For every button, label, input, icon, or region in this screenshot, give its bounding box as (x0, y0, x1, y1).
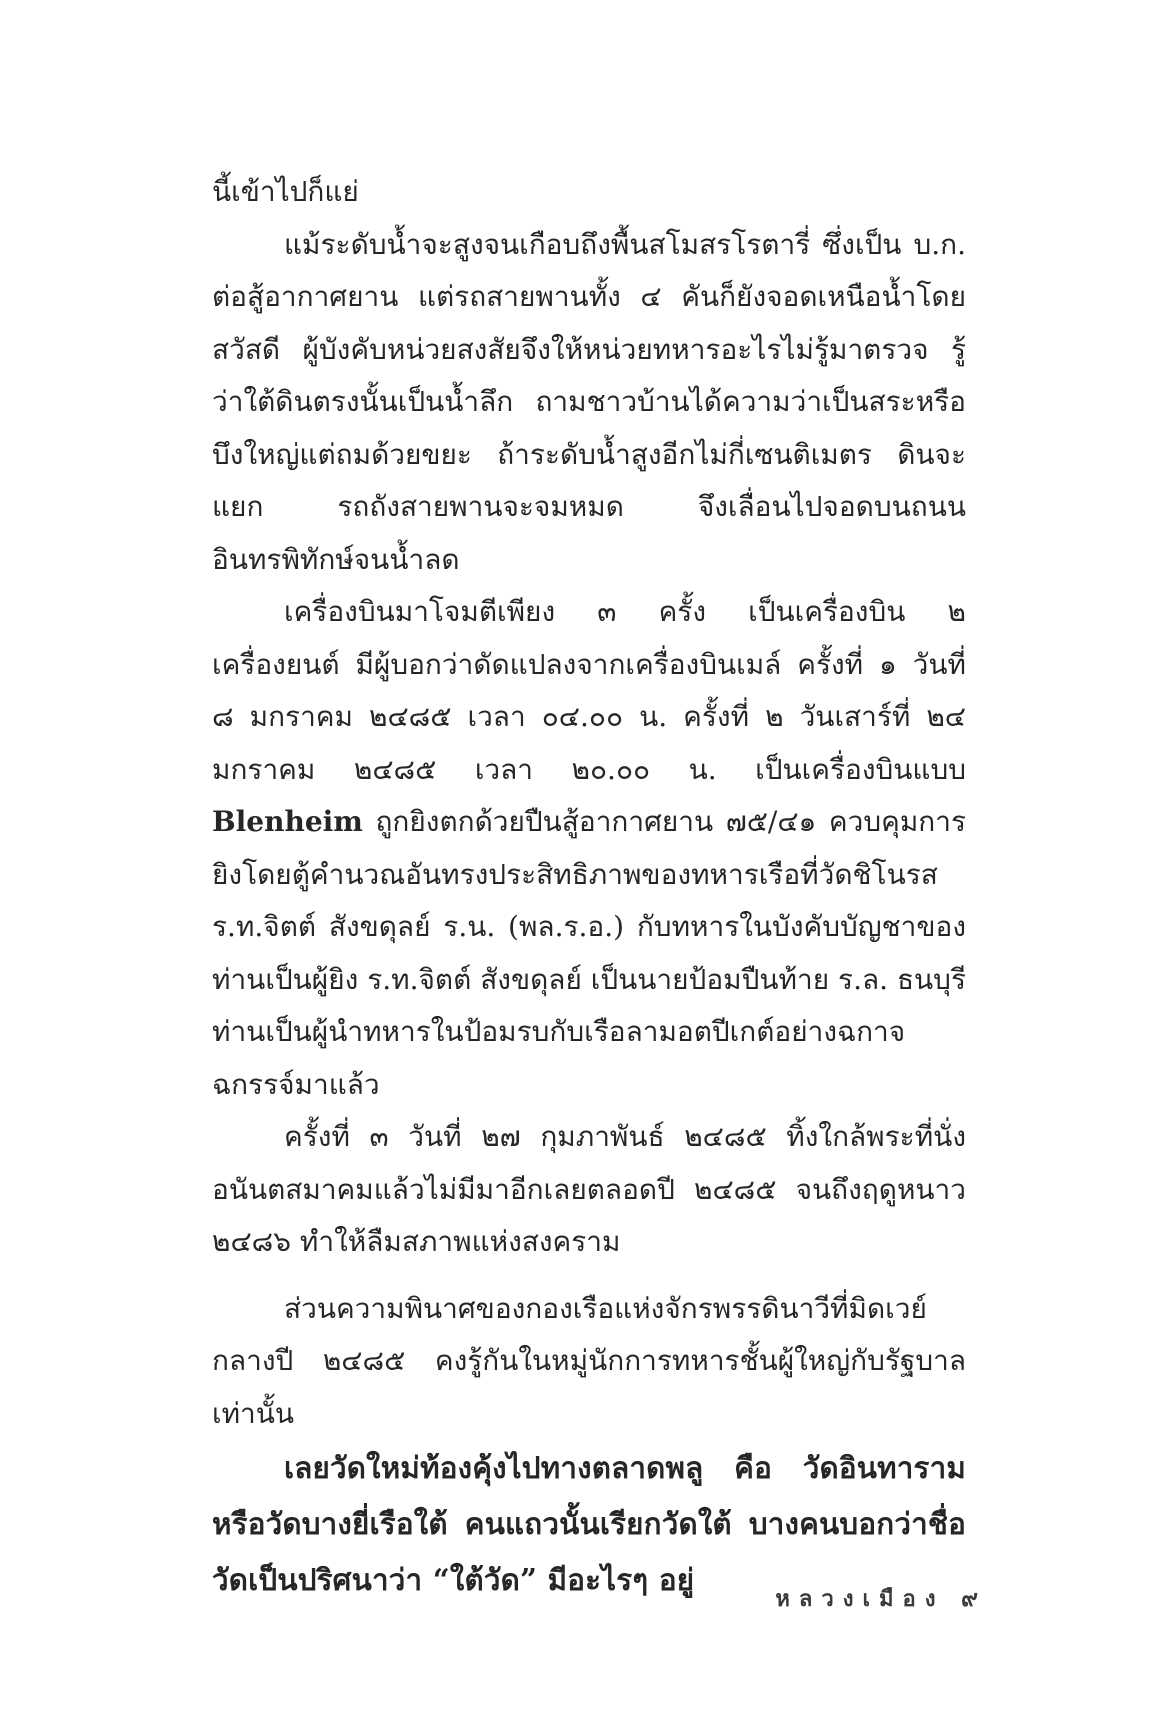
page-number: ๙ (961, 1585, 978, 1612)
text-run: นี้เข้าไปก็แย่ (212, 175, 359, 208)
text-run: ส่วนความพินาศของกองเรือแห่งจักรพรรดินาวีที่มิดเวย์กลางปี ๒๔๘๕ คงรู้กันในหมู่นักการทหารชั้นผู้ใหญ่กับรัฐบาลเท่านั้น (212, 1291, 966, 1430)
paragraph (212, 219, 966, 587)
running-title: หลวงเมือง (775, 1586, 945, 1612)
text-run: แม้ระดับน้ำจะสูงจนเกือบถึงพื้นสโมสรโรตารี่ ซึ่งเป็น บ.ก. ต่อสู้อากาศยาน แต่รถสายพานทั้ง ๔ คันก็ยังจอดเหนือน้ำโดยสวัสดี ผู้บังคับหน่วยสงสัยจึงให้หน่วยทหารอะไรไม่รู้มาตรวจ รู้ว่าใต้ดินตรงนั้นเป็นน้ำลึก ถามชาวบ้านได้ความว่าเป็นสระหรือบึงใหญ่แต่ถมด้วยขยะ ถ้าระดับน้ำสูงอีกไม่กี่เซนติเมตร ดินจะแยก รถถังสายพานจะจมหมด จึงเลื่อนไปจอดบนถนนอินทรพิทักษ์จนน้ำลด (212, 227, 966, 576)
bold-text-run: Blenheim (212, 805, 363, 838)
text-run: ถูกยิงตกด้วยปืนสู้อากาศยาน ๗๕/๔๑ ควบคุมการยิงโดยตู้คำนวณอันทรงประสิทธิภาพของทหารเรือที่วัดชิโนรส ร.ท.จิตต์ สังขดุลย์ ร.น. (พล.ร.อ.) กับทหารในบังคับบัญชาของท่านเป็นผู้ยิง ร.ท.จิตต์ สังขดุลย์ เป็นนายป้อมปืนท้าย ร.ล. ธนบุรี ท่านเป็นผู้นำทหารในป้อมรบกับเรือลามอตปีเกต์อย่างฉกาจฉกรรจ์มาแล้ว (212, 805, 966, 1101)
body-text (212, 166, 966, 1608)
paragraph (212, 166, 966, 219)
paragraph (212, 1283, 966, 1441)
text-run: เครื่องบินมาโจมตีเพียง ๓ ครั้ง เป็นเครื่องบิน ๒ เครื่องยนต์ มีผู้บอกว่าดัดแปลงจากเครื่องบินเมล์ ครั้งที่ ๑ วันที่ ๘ มกราคม ๒๔๘๕ เวลา ๐๔.๐๐ น. ครั้งที่ ๒ วันเสาร์ที่ ๒๔ มกราคม ๒๔๘๕ เวลา ๒๐.๐๐ น. เป็นเครื่องบินแบบ (212, 595, 966, 786)
text-run: เลยวัดใหม่ท้องคุ้งไปทางตลาดพลู คือ วัดอินทาราม หรือวัดบางยี่เรือใต้ คนแถวนั้นเรียกวัดใต้ บางคนบอกว่าชื่อวัดเป็นปริศนาว่า “ใต้วัด” มีอะไรๆ อยู่ (212, 1450, 966, 1597)
paragraph (212, 586, 966, 1111)
text-run: ครั้งที่ ๓ วันที่ ๒๗ กุมภาพันธ์ ๒๔๘๕ ทิ้งใกล้พระที่นั่งอนันตสมาคมแล้วไม่มีมาอีกเลยตลอดปี ๒๔๘๕ จนถึงฤดูหนาว ๒๔๘๖ ทำให้ลืมสภาพแห่งสงคราม (212, 1120, 966, 1258)
paragraph (212, 1111, 966, 1269)
page-footer (775, 1581, 978, 1617)
